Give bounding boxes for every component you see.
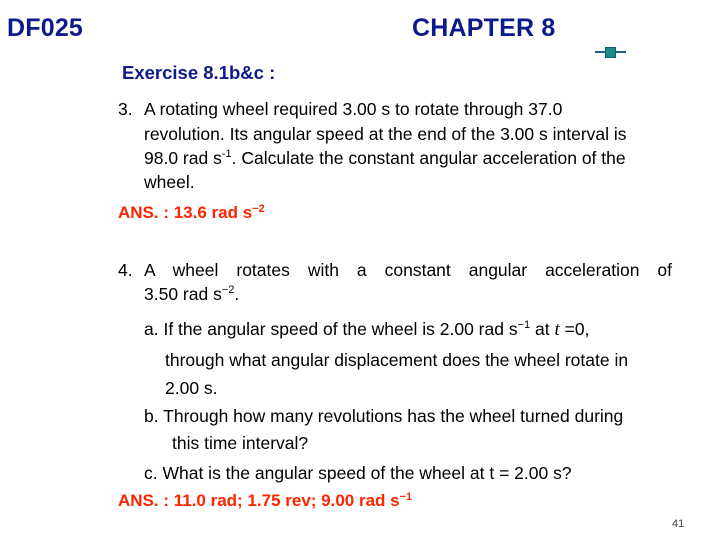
question-3-line-3-start: 98.0 rad s xyxy=(144,148,222,168)
question-3-answer xyxy=(118,203,265,223)
question-3-line-2: revolution. Its angular speed at the end of the 3.00 s interval is xyxy=(144,124,627,144)
part-a-line-1-start: a. If the angular speed of the wheel is 2.00 rad s xyxy=(144,319,518,339)
part-a-line-3: 2.00 s. xyxy=(165,378,218,398)
part-a-line-2: through what angular displacement does the wheel rotate in xyxy=(165,350,629,370)
part-a-line-1-end: =0, xyxy=(559,319,590,339)
chapter-title: CHAPTER 8 xyxy=(412,14,556,42)
question-4-answer xyxy=(118,491,412,511)
question-3-answer-exponent: −2 xyxy=(252,203,265,215)
question-4-number: 4. xyxy=(118,260,133,280)
part-b-line-1: b. Through how many revolutions has the wheel turned during xyxy=(144,406,624,426)
part-a-exponent: −1 xyxy=(517,319,531,331)
question-3-line-3-end: . Calculate the constant angular acceleration of the xyxy=(231,148,626,168)
question-3-answer-text: ANS. : 13.6 rad s xyxy=(118,203,253,222)
question-4-line-1: A wheel rotates with a constant angular acceleration of xyxy=(144,260,672,280)
time-variable: t xyxy=(554,319,560,340)
question-4-line-2 xyxy=(144,284,239,305)
question-3-line-3 xyxy=(144,148,626,169)
part-a-line-1-mid: at xyxy=(530,319,555,339)
question-4-answer-text: ANS. : 11.0 rad; 1.75 rev; 9.00 rad s xyxy=(118,491,400,510)
course-code: DF025 xyxy=(7,14,84,42)
accent-square-icon xyxy=(605,47,616,58)
question-4-exponent: −2 xyxy=(221,284,235,296)
part-c-line-1: c. What is the angular speed of the wheel at t = 2.00 s? xyxy=(144,463,572,483)
part-b-line-2: this time interval? xyxy=(172,433,309,453)
question-4-line-2-start: 3.50 rad s xyxy=(144,284,222,304)
question-3-line-4: wheel. xyxy=(144,172,195,192)
question-4-answer-exponent: −1 xyxy=(399,491,413,503)
exercise-title: Exercise 8.1b&c : xyxy=(122,62,276,83)
question-3-number: 3. xyxy=(118,99,133,119)
question-3-exponent: -1 xyxy=(221,148,232,160)
page-number: 41 xyxy=(672,518,685,530)
question-3-line-1: A rotating wheel required 3.00 s to rotate through 37.0 xyxy=(144,99,563,119)
question-4-line-2-end: . xyxy=(234,284,240,304)
part-a-line-1 xyxy=(144,319,589,341)
